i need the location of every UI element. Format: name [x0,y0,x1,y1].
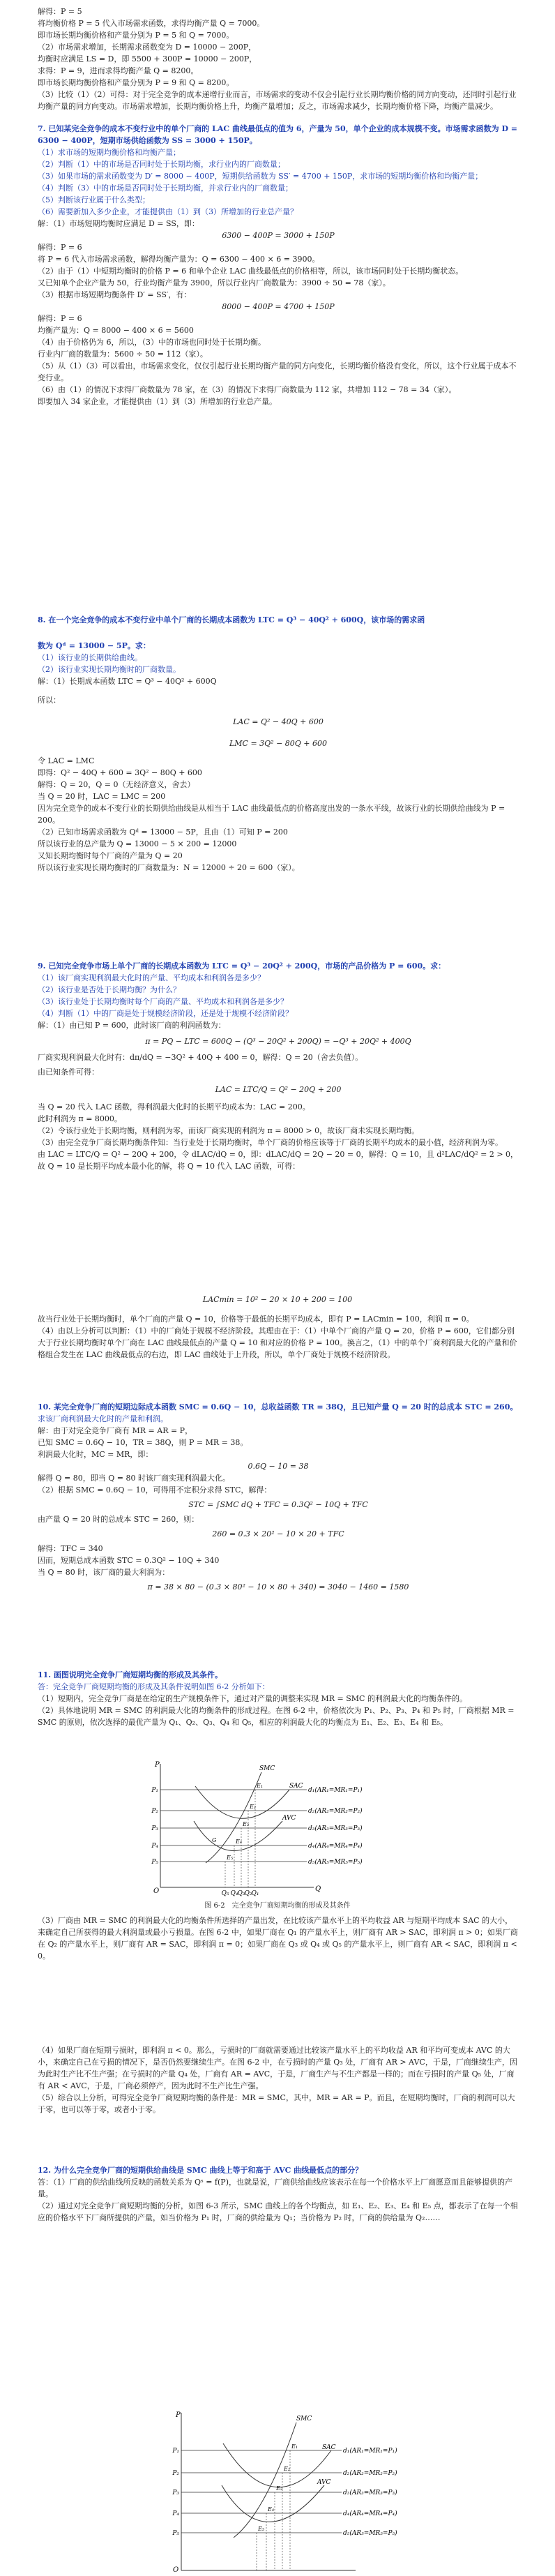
equation: 260 = 0.3 × 20² − 10 × 20 + TFC [212,1529,344,1538]
price-line-label: d₄(AR₄=MR₄=P₄) [308,1843,363,1850]
sub-question: （4）判断（3）中的市场是否同时处于长期均衡，并求行业内的厂商数量； [38,184,293,193]
equilibrium-label: E₁ [291,2443,298,2450]
answer-line: 所以： [38,696,61,705]
question-9 [38,960,519,1172]
equilibrium-label: E₂ [284,2466,291,2472]
answer-line: （2）已知市场需求函数为 Qᵈ = 13000 − 5P，且由（1）可知 P = 200 [38,828,288,837]
equation: 8000 − 400P = 4700 + 150P [222,302,335,311]
quantity-label: Q₅ [221,1890,229,1897]
sub-question: （6）需要新加入多少企业，才能提供由（1）到（3）所增加的行业总产量？ [38,207,298,216]
answer-line: 解：（1）市场短期均衡时应满足 D = SS，即： [38,219,199,228]
equilibrium-label: E₂ [250,1804,257,1810]
sub-question: 答：完全竞争厂商短期均衡的形成及其条件说明如图 6-2 分析如下： [38,1682,270,1691]
sub-question: （5）判断该行业属于什么类型； [38,195,150,204]
equation: LACmin = 10² − 20 × 10 + 200 = 100 [202,1295,353,1304]
answer-line: 所以该行业的总产量为 Q = 13000 − 5 × 200 = 12000 [38,839,237,848]
text-line: 即市场长期均衡价格和产量分别为 P = 9 和 Q = 8200。 [38,78,234,87]
equation: LMC = 3Q² − 80Q + 600 [229,739,328,748]
price-line-label: d₃(AR₃=MR₃=P₃) [343,2489,397,2496]
sub-question: （4）判断（1）中的厂商是处于规模经济阶段，还是处于规模不经济阶段？ [38,1009,293,1018]
answer-line: 将 P = 6 代入市场需求函数，解得均衡产量为：Q = 6300 − 400 × 6 = 3900。 [38,255,320,264]
sub-question: （1）求市场的短期均衡价格和均衡产量； [38,148,181,157]
sub-question: 求该厂商利润最大化时的产量和利润。 [38,1414,168,1423]
avc-label: AVC [317,2479,331,2486]
answer-line: （4）由以上分析可以判断：（1）中的厂商处于规模不经济阶段。其理由在于：（1）中单个厂商的产量 Q = 20，价格 P = 600，它们都分别大于行业长期均衡时单个厂商在 LAC 曲线最低点的产量 Q = 10 和对应的价格 P = 100。换言之，（1）中的单个厂商利润最大化的产量和价格组合发生在 LAC 曲线最低点的右边，即 LAC 曲线处于上升段，所以，单个厂商处于规模不经济阶段。 [38,1326,517,1359]
answer-line: 由产量 Q = 20 时的总成本 STC = 260，则： [38,1515,199,1524]
answer-line: 解：由于对完全竞争厂商有 MR = AR = P， [38,1426,193,1435]
question-11-continued [38,1915,519,1962]
price-line-label: d₁(AR₁=MR₁=P₁) [308,1787,363,1794]
equilibrium-labels [257,2443,298,2532]
answer-line: （4）由于价格仍为 6，所以，（3）中的市场也同时处于长期均衡。 [38,338,266,347]
price-line-label: d₂(AR₂=MR₂=P₂) [308,1808,363,1815]
top-section [38,6,519,112]
equilibrium-label: E₃ [243,1821,250,1827]
origin-label: O [173,2566,179,2573]
avc-curve [222,2485,324,2522]
equation: π = 38 × 80 − (0.3 × 80² − 10 × 80 + 340) = 3040 − 1460 = 1580 [147,1582,409,1592]
cost-curves-figure [139,1758,404,1898]
equation: π = PQ − LTC = 600Q − (Q³ − 20Q² + 200Q) = −Q³ + 20Q² + 400Q [145,1037,411,1046]
p-axis-label: P [155,1761,160,1769]
price-label: P₄ [151,1843,158,1850]
sub-question: （2）判断（1）中的市场是否同时处于长期均衡，求行业内的厂商数量； [38,160,285,169]
p-axis-label: P [176,2411,181,2419]
answer-line: （2）具体地说明 MR = SMC 的利润最大化的均衡条件的形成过程。在图 6-2 中，价格依次为 P₁、P₂、P₃、P₄ 和 P₅ 时，厂商根据 MR = SMC 的原则，依次选择的最优产量为 Q₁、Q₂、Q₃、Q₄ 和 Q₅，相应的利润最大化的均衡点为 E₁、E₂、E₃、E₄ 和 E₅。 [38,1706,515,1727]
quantity-label: Q₄ [230,1890,238,1897]
equilibrium-label: E₄ [268,2506,275,2513]
equation: LAC = Q² − 40Q + 600 [233,717,324,726]
sub-question: （3）如果市场的需求函数变为 D′ = 8000 − 400P，短期供给函数为 SS′ = 4700 + 150P，求市场的短期均衡价格和均衡产量； [38,172,483,181]
question-12 [38,2164,519,2224]
origin-label: O [153,1887,160,1895]
question-10 [38,1401,519,1596]
sac-label: SAC [289,1783,303,1790]
answer-line: （3）厂商由 MR = SMC 的利润最大化的均衡条件所选择的产量出发，在比较该产量水平上的平均收益 AR 与短期平均成本 SAC 的大小，来确定自己所获得的最大利润量或最小亏损量。在图 6-2 中，如果厂商在 Q₁ 的产量水平上，则厂商有 AR > SAC，即利润 π > 0；如果厂商在 Q₂ 的产量水平上，则厂商有 AR = SAC，即利润 π = 0；如果厂商在 Q₃ 或 Q₄ 或 Q₅ 的产量水平上，则厂商有 AR < SAC，即利润 π < 0。 [38,1916,518,1961]
answer-line: 当 Q = 80 时，该厂商的最大利润为： [38,1568,170,1577]
equation: 0.6Q − 10 = 38 [248,1462,309,1471]
answer-line: （5）综合以上分析，可得完全竞争厂商短期均衡的条件是：MR = SMC，其中，MR = AR = P。而且，在短期均衡时，厂商的利润可以大于零，也可以等于零，或者小于零。 [38,2093,515,2114]
quantity-label: Q₃ [237,1890,245,1897]
text-line: 将均衡价格 P = 5 代入市场需求函数，求得均衡产量 Q = 7000。 [38,19,265,28]
answer-line: 当 Q = 20 时，LAC = LMC = 200 [38,792,166,801]
avc-label: AVC [282,1815,296,1822]
equation: 6300 − 400P = 3000 + 150P [222,231,335,240]
price-line-label: d₅(AR₅=MR₅=P₅) [308,1859,363,1866]
price-line-labels [343,2447,397,2537]
equilibrium-label: E₅ [227,1855,234,1861]
price-label: P₂ [172,2470,179,2477]
answer-line: 解得：P = 6 [38,243,82,252]
quantity-labels [222,1890,259,1897]
equilibrium-label: E₃ [276,2485,283,2492]
price-label: P₅ [151,1859,158,1866]
smc-label: SMC [296,2416,312,2423]
sac-label: SAC [322,2444,336,2451]
equation: LAC = LTC/Q = Q² − 20Q + 200 [215,1085,342,1094]
answer-line: 答：（1）厂商的供给曲线所反映的函数关系为 Qˢ = f(P)，也就是说，厂商供给曲线应该表示在每一个价格水平上厂商愿意而且能够提供的产量。 [38,2178,512,2199]
sac-curve [223,2443,331,2487]
question-11 [38,1669,519,1728]
quantity-label: Q₂ [244,1890,252,1897]
answer-line: 厂商实现利润最大化时有：dπ/dQ = −3Q² + 40Q + 400 = 0，解得：Q = 20（舍去负值）。 [38,1053,363,1062]
price-labels [151,1787,158,1866]
answer-line: 解得：P = 6 [38,314,82,323]
price-labels [172,2448,179,2537]
sub-question: （3）该行业处于长期均衡时每个厂商的产量、平均成本和利润各是多少？ [38,997,288,1006]
answer-line: 当 Q = 20 代入 LAC 函数，得利润最大化时的长期平均成本为：LAC = 200。 [38,1102,310,1111]
question-title: 10. 某完全竞争厂商的短期边际成本函数 SMC = 0.6Q − 10，总收益函数 TR = 38Q，且已知产量 Q = 20 时的总成本 STC = 260。 [38,1402,518,1411]
q-axis-label: Q [315,1885,321,1893]
price-line-label: d₅(AR₅=MR₅=P₅) [343,2530,397,2537]
answer-line: （1）短期内，完全竞争厂商是在给定的生产规模条件下，通过对产量的调整来实现 MR = SMC 的利润最大化的均衡条件的。 [38,1694,467,1703]
question-title: 7. 已知某完全竞争的成本不变行业中的单个厂商的 LAC 曲线最低点的值为 6，产量为 50，单个企业的成本规模不变。市场需求函数为 D = 6300 − 400P，短期市场供给函数为 SS = 3000 + 150P。 [38,124,518,145]
price-label: P₁ [172,2448,179,2455]
equilibrium-label: E₅ [258,2526,265,2532]
price-line-label: d₄(AR₄=MR₄=P₄) [343,2510,397,2517]
smc-curve [234,2423,296,2538]
answer-line: 即得：Q² − 40Q + 600 = 3Q² − 80Q + 600 [38,768,202,777]
price-label: P₅ [172,2530,179,2537]
price-lines [181,2450,342,2533]
answer-line: 解得：TFC = 340 [38,1544,103,1553]
question-title: 12. 为什么完全竞争厂商的短期供给曲线是 SMC 曲线上等于和高于 AVC 曲线最低点的部分？ [38,2166,363,2175]
question-title: 数为 Qᵈ = 13000 − 5P。求： [38,641,151,650]
price-label: P₁ [151,1787,158,1794]
avc-curve [194,1821,282,1851]
answer-line: （6）由（1）的情况下求得厂商数量为 78 家，在（3）的情况下求得厂商数量为 112 家，共增加 112 − 78 = 34（家）。 [38,385,457,394]
answer-line: 所以该行业实现长期均衡时的厂商数量为：N = 12000 ÷ 20 = 600（家）。 [38,863,300,872]
answer-line: 令 LAC = LMC [38,756,95,765]
text-line: 即市场长期均衡价格和产量分别为 P = 5 和 Q = 7000。 [38,31,234,40]
answer-line: 又已知单个企业产量为 50，行业均衡产量为 3900，所以行业内厂商数量为：3900 ÷ 50 = 78（家）。 [38,278,390,287]
sub-question: （1）该厂商实现利润最大化时的产量、平均成本和利润各是多少？ [38,973,265,982]
question-title: 9. 已知完全竞争市场上单个厂商的长期成本函数为 LTC = Q³ − 20Q² + 200Q，市场的产品价格为 P = 600。求： [38,961,446,971]
answer-line: 解：（1）由已知 P = 600，此时该厂商的利润函数为： [38,1021,226,1030]
smc-label: SMC [259,1765,275,1772]
text-line: （2）市场需求增加，长期需求函数变为 D = 10000 − 200P， [38,43,257,52]
sub-question: （2）该行业是否处于长期均衡？为什么？ [38,985,181,994]
answer-line: 又知长期均衡时每个厂商的产量为 Q = 20 [38,851,183,860]
question-title: 8. 在一个完全竞争的成本不变行业中单个厂商的长期成本函数为 LTC = Q³ − 40Q² + 600Q，该市场的需求函 [38,615,425,624]
answer-line: （3）根据市场短期均衡条件 D′ = SS′，有： [38,290,192,299]
answer-line: 由 LAC = LTC/Q = Q² − 20Q + 200，令 dLAC/dQ = 0，即：dLAC/dQ = 2Q − 20 = 0，解得：Q = 10，且 d²LAC/dQ² = 2 > 0，故 Q = 10 是长期平均成本最小化的解，将 Q = 10 代入 LAC 函数，可得： [38,1150,519,1171]
answer-line: （3）由完全竞争厂商长期均衡条件知：当行业处于长期均衡时，单个厂商的价格应该等于厂商的长期平均成本的最小值，经济利润为零。 [38,1138,503,1147]
answer-line: 解得 Q = 80，即当 Q = 80 时该厂商实现利润最大化。 [38,1474,230,1483]
equilibrium-label: E₄ [236,1839,243,1845]
answer-line: 因而，短期总成本函数 STC = 0.3Q² − 10Q + 340 [38,1556,220,1565]
text-line: 求得：P = 9，进而求得均衡产量 Q = 8200。 [38,66,199,75]
answer-line: 由已知条件可得： [38,1068,99,1077]
point-g-label: G [212,1837,217,1843]
price-line-label: d₂(AR₂=MR₂=P₂) [343,2470,397,2477]
price-label: P₃ [172,2489,179,2496]
answer-line: （2）通过对完全竞争厂商短期均衡的分析，如图 6-3 所示，SMC 曲线上的各个均衡点，如 E₁、E₂、E₃、E₄ 和 E₅ 点，都表示了在每一个相应的价格水平下厂商所提供的产量，如当价格为 P₁ 时，厂商的供给量为 Q₁；当价格为 P₂ 时，厂商的供给量为 Q₂…… [38,2201,518,2222]
price-line-labels [308,1786,363,1866]
answer-line: 即要加入 34 家企业，才能提供由（1）到（3）所增加的行业总产量。 [38,397,277,406]
answer-line: 均衡产量为：Q = 8000 − 400 × 6 = 5600 [38,326,194,335]
supply-curve-figure [160,2409,425,2573]
price-line-label: d₃(AR₃=MR₃=P₃) [308,1825,363,1832]
question-title: 11. 画图说明完全竞争厂商短期均衡的形成及其条件。 [38,1670,222,1679]
price-label: P₃ [151,1825,158,1832]
answer-line: 已知 SMC = 0.6Q − 10，TR = 38Q，则 P = MR = 38。 [38,1438,248,1447]
answer-line: （5）从（1）（3）可以看出，市场需求变化，仅仅引起行业长期均衡产量的同方向变化，长期均衡价格没有变化，所以，这个行业属于成本不变行业。 [38,361,517,382]
answer-line: 故当行业处于长期均衡时，单个厂商的产量 Q = 10，价格等于最低的长期平均成本，即有 P = LACmin = 100，利润 π = 0。 [38,1315,474,1324]
text-line: 均衡时应满足 LS = D，即 5500 + 300P = 10000 − 200P， [38,54,257,63]
answer-line: （2）根据 SMC = 0.6Q − 10，可得用不定积分求得 STC，解得： [38,1485,272,1495]
answer-line: （4）如果厂商在短期亏损时，即利润 π < 0。那么，亏损时的厂商就需要通过比较该产量水平上的平均收益 AR 和平均可变成本 AVC 的大小，来确定自己在亏损的情况下，是否仍然要继续生产。在图 6-2 中，在亏损时的产量 Q₃ 处，厂商有 AR > AVC，于是，厂商继续生产，因为此时生产比不生产强；在亏损时的产量 Q₄ 处，厂商有 AR = AVC，于是，厂商生产与不生产都是一样的；而在亏损时的产量 Q₅ 处，厂商有 AR < AVC，于是，厂商必须停产，因为此时不生产比生产强。 [38,2046,517,2090]
price-label: P₂ [151,1808,158,1815]
sac-curve [195,1786,289,1818]
sub-question: （1）该行业的长期供给曲线。 [38,653,142,662]
answer-line: （2）令该行业处于长期均衡，则利润为零，而该厂商实现的利润为 π = 8000 > 0，故该厂商未实现长期均衡。 [38,1126,420,1135]
equilibrium-label: E₁ [257,1783,264,1789]
answer-line: 行业内厂商的数量为：5600 ÷ 50 = 112（家）。 [38,350,208,359]
answer-line: 利润最大化时，MC = MR，即： [38,1450,153,1459]
quantity-label: Q₁ [251,1890,259,1897]
question-8 [38,614,519,874]
answer-line: 此时利润为 π = 8000。 [38,1114,122,1123]
text-line: （3）比较（1）（2）可得：对于完全竞争的成本递增行业而言，市场需求的变动不仅会引起行业长期均衡价格的同方向变动，还同时引起行业均衡产量的同方向变动。市场需求增加，长期均衡价格上升，均衡产量增加；反之，市场需求减少，长期均衡价格下降，均衡产量减少。 [38,90,517,111]
equation: STC = ∫SMC dQ + TFC = 0.3Q² − 10Q + TFC [188,1500,368,1509]
question-7 [38,123,519,407]
figure-caption: 图 6-2 完全竞争厂商短期均衡的形成及其条件 [204,1902,351,1910]
answer-line: （2）由于（1）中短期均衡时的价格 P = 6 和单个企业 LAC 曲线最低点的价格相等，所以，该市场同时处于长期均衡状态。 [38,267,464,276]
answer-line: 解得：Q = 20，Q = 0（无经济意义，舍去） [38,780,195,789]
question-11-continued-2 [38,2044,519,2116]
answer-line: 解：（1）长期成本函数 LTC = Q³ − 40Q² + 600Q [38,677,217,686]
question-9-continued [38,1313,519,1361]
price-label: P₄ [172,2510,179,2517]
sub-question: （2）该行业实现长期均衡时的厂商数量。 [38,665,181,674]
text-line: 解得：P = 5 [38,7,82,16]
answer-line: 因为完全竞争的成本不变行业的长期供给曲线是从相当于 LAC 曲线最低点的价格高度出发的一条水平线，故该行业的长期供给曲线为 P = 200。 [38,804,505,825]
price-line-label: d₁(AR₁=MR₁=P₁) [343,2448,397,2455]
